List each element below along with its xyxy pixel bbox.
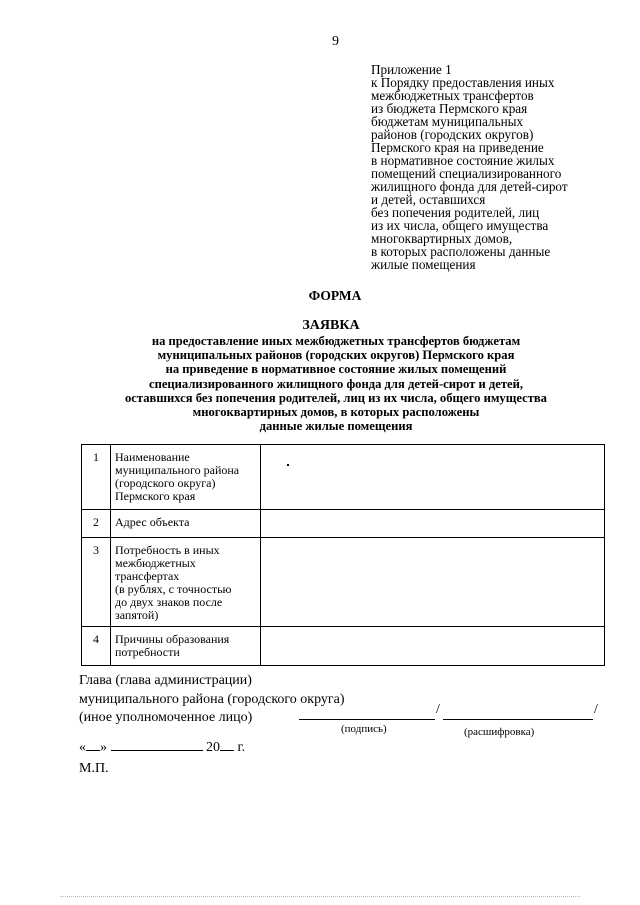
year-suffix: г. <box>237 740 246 755</box>
subtitle-line: специализированного жилищного фонда для детей-сирот и детей, <box>148 376 523 391</box>
row-label-line: трансфертах <box>115 569 180 583</box>
row-label-line: (в рублях, с точностью <box>115 582 232 596</box>
seal-placeholder: М.П. <box>79 761 109 776</box>
need-reasons-field[interactable] <box>261 627 605 666</box>
row-number: 2 <box>82 510 111 538</box>
signatory-line: (иное уполномоченное лицо) <box>79 710 253 725</box>
appendix-line: районов (городских округов) <box>371 127 534 142</box>
appendix-line: без попечения родителей, лиц <box>371 205 540 220</box>
appendix-line: Пермского края на приведение <box>371 140 544 155</box>
date-close-quote: » <box>100 740 107 755</box>
row-number: 3 <box>82 538 111 627</box>
document-title: ЗАЯВКА <box>302 318 360 333</box>
year-prefix: 20 <box>206 740 220 755</box>
row-number: 1 <box>82 445 111 510</box>
row-label-line: Адрес объекта <box>115 515 190 529</box>
row-label-line: межбюджетных <box>115 556 196 570</box>
subtitle-line: на предоставление иных межбюджетных трансфертов бюджетам <box>151 334 521 348</box>
application-table <box>81 444 605 666</box>
appendix-line: бюджетам муниципальных <box>371 114 524 129</box>
stray-mark <box>287 464 289 466</box>
row-label <box>111 627 261 666</box>
table-row <box>82 510 605 538</box>
signatory-line: Глава (глава администрации) <box>79 673 252 688</box>
row-label-line: Пермского края <box>115 489 196 503</box>
date-line <box>79 740 245 756</box>
subtitle-line: данные жилые помещения <box>259 419 413 434</box>
appendix-line: в которых расположены данные <box>371 244 551 259</box>
row-label-line: до двух знаков после <box>115 595 223 609</box>
signature-caption: (подпись) <box>341 723 387 735</box>
subtitle-line: на приведение в нормативное состояние жилых помещений <box>165 362 507 377</box>
document-subtitle <box>56 334 616 433</box>
transfer-amount-field[interactable] <box>261 538 605 627</box>
row-label-line: запятой) <box>115 608 159 622</box>
object-address-field[interactable] <box>261 510 605 538</box>
appendix-line: в нормативное состояние жилых <box>371 153 555 168</box>
row-label-line: потребности <box>115 645 180 659</box>
table-row <box>82 627 605 666</box>
date-open-quote: « <box>79 740 86 755</box>
appendix-line: жилищного фонда для детей-сирот <box>371 179 568 194</box>
subtitle-line: муниципальных районов (городских округов) Пермского края <box>157 348 515 363</box>
signature-field[interactable] <box>299 718 435 720</box>
row-label <box>111 445 261 510</box>
decoding-caption: (расшифровка) <box>464 726 535 738</box>
appendix-line: жилые помещения <box>371 257 476 272</box>
appendix-line: из их числа, общего имущества <box>371 218 549 233</box>
table-row <box>82 538 605 627</box>
row-label <box>111 538 261 627</box>
row-label-line: Наименование <box>115 450 190 464</box>
form-label: ФОРМА <box>308 288 362 303</box>
appendix-line: и детей, оставшихся <box>371 192 486 207</box>
signature-separator: / <box>436 702 440 717</box>
subtitle-line: многоквартирных домов, в которых расположены <box>192 405 480 420</box>
signatory-line: муниципального района (городского округа) <box>79 691 345 707</box>
subtitle-line: оставшихся без попечения родителей, лиц из их числа, общего имущества <box>125 390 547 405</box>
signature-separator: / <box>594 702 598 717</box>
footer-divider <box>60 896 580 897</box>
row-label-line: Потребность в иных <box>115 543 220 557</box>
appendix-line: межбюджетных трансфертов <box>371 88 534 103</box>
appendix-line: помещений специализированного <box>371 166 562 181</box>
row-number: 4 <box>82 627 111 666</box>
appendix-line: Приложение 1 <box>371 62 452 77</box>
page-number: 9 <box>332 34 339 49</box>
year-field[interactable] <box>220 750 234 751</box>
appendix-line: к Порядку предоставления иных <box>371 75 555 90</box>
table-row <box>82 445 605 510</box>
municipality-name-field[interactable] <box>261 445 605 510</box>
row-label-line: (городского округа) <box>115 476 216 490</box>
row-label-line: Причины образования <box>115 632 230 646</box>
name-decoding-field[interactable] <box>443 718 593 720</box>
appendix-line: из бюджета Пермского края <box>371 101 528 116</box>
month-field[interactable] <box>111 750 203 751</box>
row-label <box>111 510 261 538</box>
day-field[interactable] <box>86 750 100 751</box>
row-label-line: муниципального района <box>115 463 240 477</box>
appendix-header <box>371 63 621 271</box>
appendix-line: многоквартирных домов, <box>371 231 513 246</box>
